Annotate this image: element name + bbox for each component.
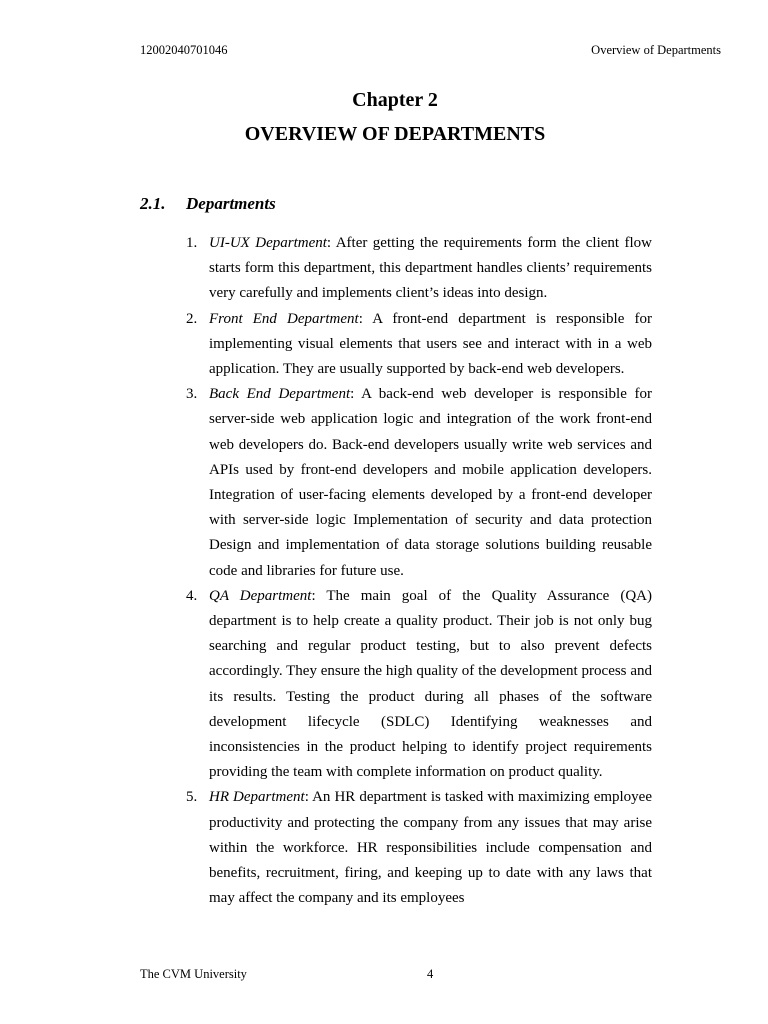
list-item xyxy=(186,307,652,383)
chapter-title: OVERVIEW OF DEPARTMENTS xyxy=(244,123,546,145)
footer-page-number: 4 xyxy=(427,967,434,981)
list-item-number: 5. xyxy=(186,789,198,806)
department-description: : An HR department is tasked with maximizing employee productivity and protecting the company from any issues that may arise within the workforce. HR responsibilities include compensation and benefits, recruitment, firing, and keeping up to date with any laws that may affect the company and its employees xyxy=(209,789,652,907)
list-item xyxy=(186,584,652,786)
department-description: : A back-end web developer is responsible for server-side web application logic and integration of the work front-end web developers do. Back-end developers usually write web services and APIs used by front-end developers and mobile application developers. Integration of user-facing elements developed by a front-end developer with server-side logic Implementation of security and data protection Design and implementation of data storage solutions building reusable code and libraries for future use. xyxy=(209,386,652,579)
section-heading xyxy=(140,193,276,215)
list-item xyxy=(186,382,652,584)
list-item xyxy=(186,231,652,307)
header-running-title: Overview of Departments xyxy=(591,43,721,57)
department-list xyxy=(186,231,652,911)
header-doc-id: 12002040701046 xyxy=(140,43,228,57)
chapter-number: Chapter 2 xyxy=(352,89,438,111)
list-item-number: 4. xyxy=(186,587,198,604)
department-description: : After getting the requirements form the client flow starts form this department, this department handles clients’ requirements very carefully and implements client’s ideas into design. xyxy=(209,235,652,302)
department-name: QA Department xyxy=(209,587,312,604)
list-item-number: 2. xyxy=(186,310,198,327)
list-item xyxy=(186,785,652,911)
section-number: 2.1. xyxy=(140,194,166,213)
list-item-number: 3. xyxy=(186,386,198,403)
department-name: Front End Department xyxy=(209,310,359,327)
list-item-number: 1. xyxy=(186,235,198,251)
department-name: HR Department xyxy=(209,789,305,806)
department-name: UI-UX Department xyxy=(209,235,327,251)
department-description: : A front-end department is responsible for implementing visual elements that users see and interact with in a web application. They are usually supported by back-end web developers. xyxy=(209,310,652,378)
footer-institution: The CVM University xyxy=(140,967,247,981)
department-name: Back End Department xyxy=(209,386,351,403)
section-title: Departments xyxy=(186,194,276,213)
department-description: : The main goal of the Quality Assurance (QA) department is to help create a quality product. Their job is not only bug searching and regular product testing, but to also prevent defects accordingly. They ensure the high quality of the development process and its results. Testing the product during all phases of the software development lifecycle (SDLC) Identifying weaknesses and inconsistencies in the product helping to identify project requirements providing the team with complete information on product quality. xyxy=(209,587,652,781)
